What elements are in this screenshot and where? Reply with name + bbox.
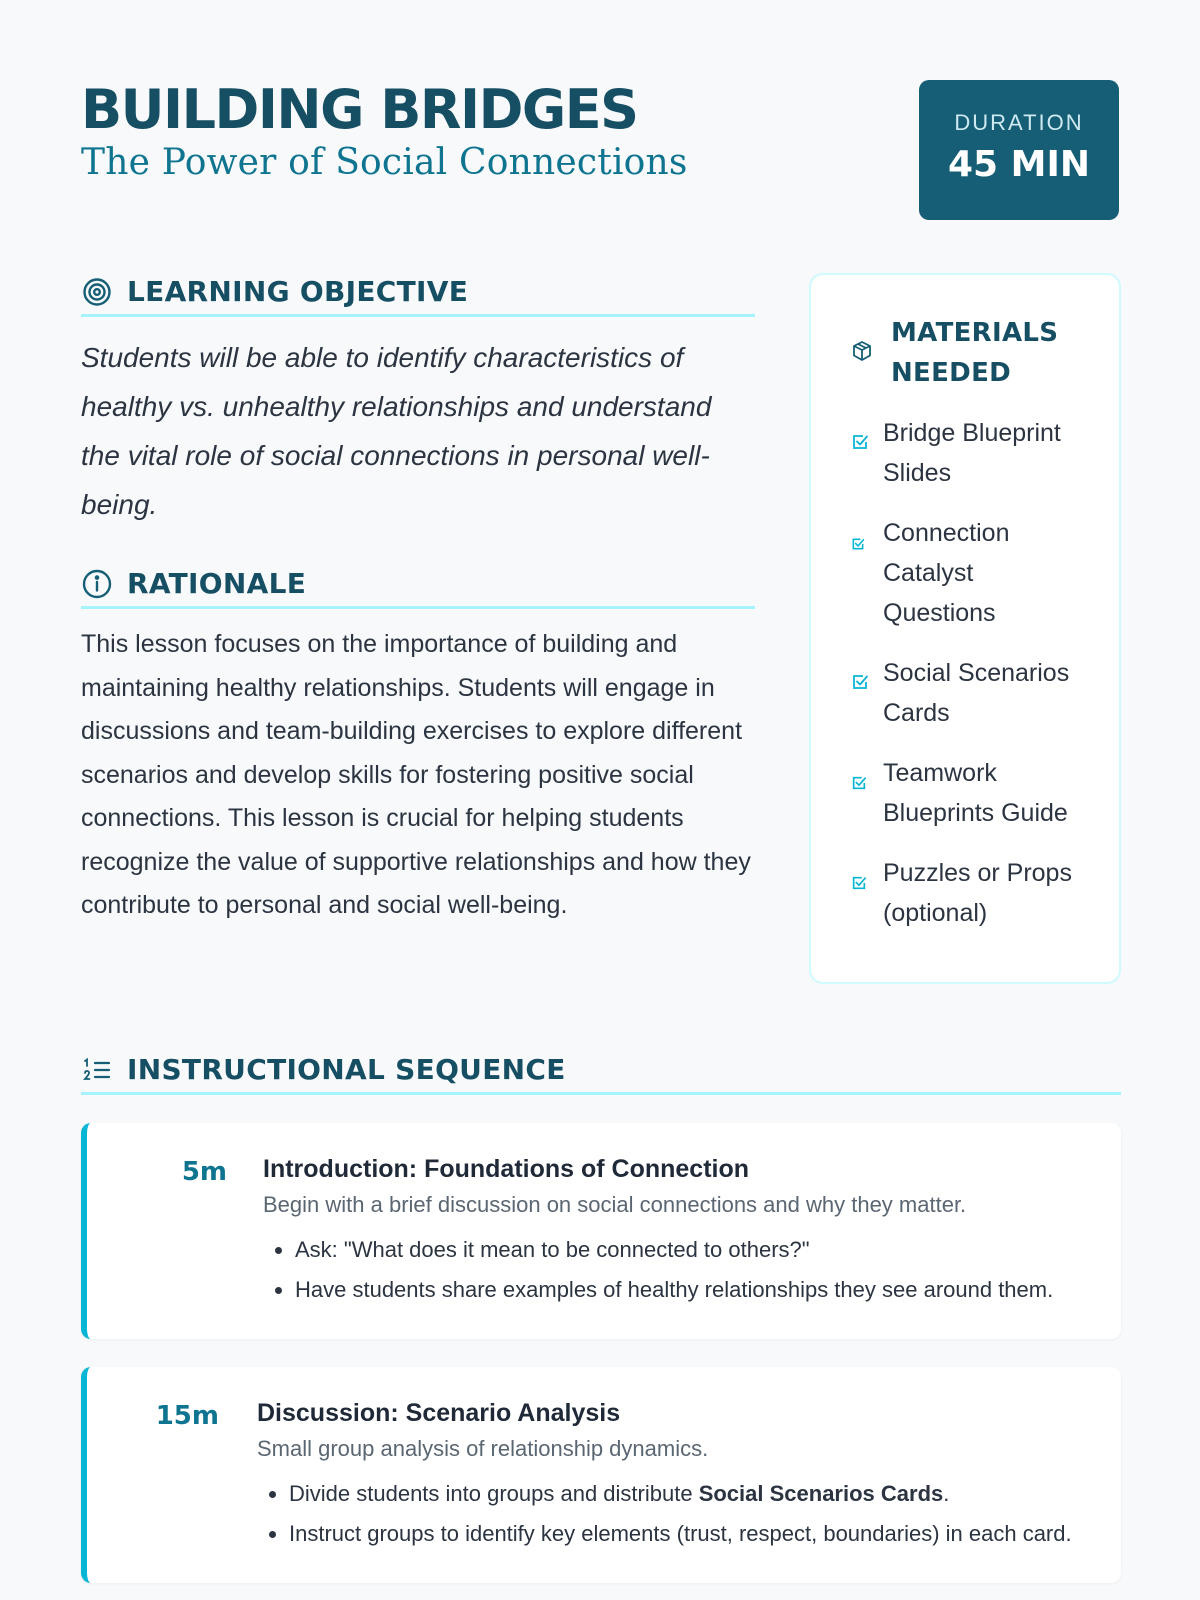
objective-heading-text: LEARNING OBJECTIVE	[127, 275, 469, 308]
list-item	[851, 853, 1089, 933]
list-item	[851, 753, 1089, 833]
step-body	[263, 1151, 1091, 1306]
material-label: Social Scenarios Cards	[883, 659, 1070, 727]
materials-heading	[851, 313, 1089, 393]
list-item: • Ask: "What does it mean to be connected to others?"	[295, 1233, 1091, 1266]
checkbox-icon	[851, 413, 869, 493]
page-title: BUILDING BRIDGES	[81, 78, 638, 141]
sequence-heading-text: INSTRUCTIONAL SEQUENCE	[127, 1053, 566, 1086]
materials-heading-text: MATERIALS NEEDED	[891, 318, 1059, 388]
step-time: 5m	[181, 1157, 227, 1187]
duration-badge	[919, 80, 1119, 220]
rationale-text: This lesson focuses on the importance of building and maintaining healthy relationships. Students will engage in discussions and team-building exercises to explore different scenarios and develop skills for fostering positive social connections. This lesson is crucial for helping students recognize the value of supportive relationships and how they contribute to personal and social well-being.	[81, 630, 751, 919]
materials-card	[809, 273, 1121, 984]
list-item	[289, 1477, 1091, 1510]
page-subtitle: The Power of Social Connections	[81, 142, 688, 183]
rationale-heading	[81, 567, 755, 609]
material-label: Puzzles or Props (optional)	[883, 859, 1072, 927]
checkbox-icon	[851, 513, 869, 633]
sequence-step-card	[81, 1123, 1121, 1339]
material-label: Connection Catalyst Questions	[883, 519, 1010, 627]
sequence-section	[81, 1053, 1121, 1583]
list-item: • Have students share examples of healthy relationships they see around them.	[295, 1273, 1091, 1306]
list-item	[851, 513, 1089, 633]
materials-list	[851, 413, 1089, 933]
info-icon	[81, 568, 113, 600]
step-title: Discussion: Scenario Analysis	[257, 1399, 621, 1427]
duration-value: 45 MIN	[948, 144, 1090, 185]
sequence-step-card	[81, 1367, 1121, 1583]
package-icon	[851, 340, 875, 367]
rationale-heading-text: RATIONALE	[127, 567, 307, 600]
bullet-highlight: Social Scenarios Cards	[698, 1481, 944, 1506]
target-icon	[81, 276, 113, 308]
checkbox-icon	[851, 653, 869, 733]
objective-text: Students will be able to identify characteristics of healthy vs. unhealthy relationships and understand the vital role of social connections in personal well-being.	[81, 342, 712, 520]
step-bullets	[257, 1477, 1091, 1550]
header	[81, 80, 1119, 220]
step-description: Small group analysis of relationship dynamics.	[257, 1436, 709, 1461]
step-time: 15m	[155, 1401, 219, 1431]
material-label: Teamwork Blueprints Guide	[883, 759, 1068, 827]
bullet-text: .	[943, 1481, 950, 1506]
objective-heading	[81, 275, 755, 317]
duration-label: DURATION	[954, 110, 1084, 135]
numbered-list-icon	[81, 1054, 113, 1086]
sequence-heading	[81, 1053, 1121, 1095]
checkbox-icon	[851, 753, 869, 833]
list-item	[851, 413, 1089, 493]
step-description: Begin with a brief discussion on social connections and why they matter.	[263, 1192, 967, 1217]
step-bullets	[263, 1233, 1091, 1306]
list-item: • Instruct groups to identify key elements (trust, respect, boundaries) in each card.	[289, 1517, 1091, 1550]
left-column	[81, 275, 755, 928]
bullet-text: Divide students into groups and distribute	[289, 1481, 699, 1506]
step-body	[257, 1395, 1091, 1550]
checkbox-icon	[851, 853, 869, 933]
list-item	[851, 653, 1089, 733]
step-title: Introduction: Foundations of Connection	[263, 1155, 750, 1183]
material-label: Bridge Blueprint Slides	[883, 419, 1061, 487]
